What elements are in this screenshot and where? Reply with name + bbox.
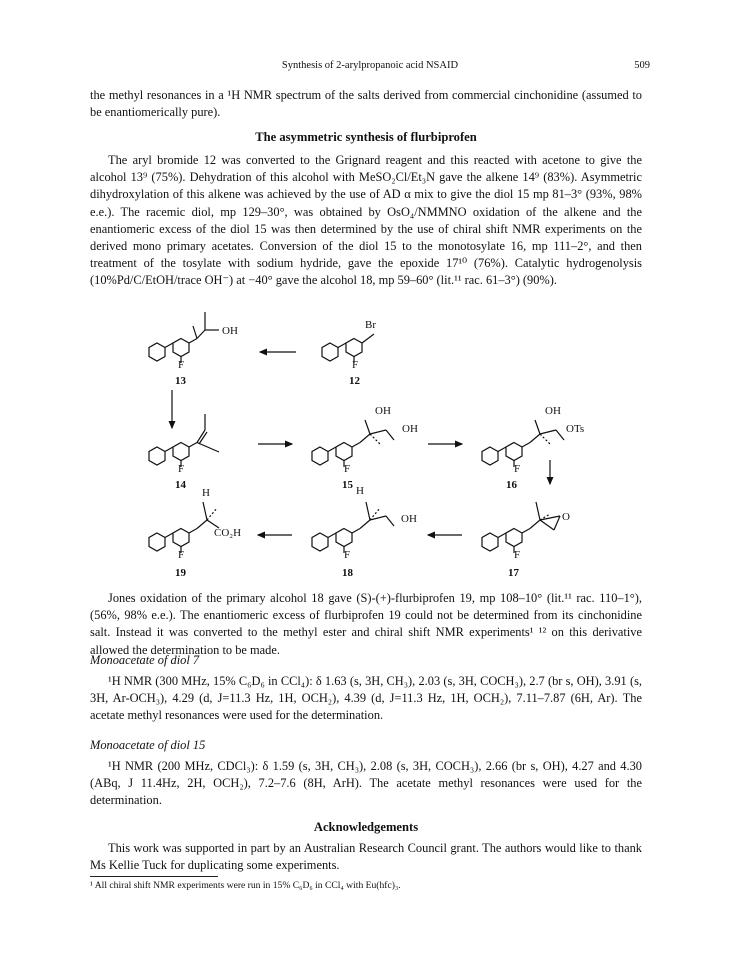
compound-15-number: 15	[342, 479, 353, 491]
footnote-rule	[90, 876, 218, 877]
f-label-17: F	[514, 549, 521, 561]
compound-18-number: 18	[342, 567, 353, 579]
f-label-19: F	[178, 549, 185, 561]
nmr-diol-15: ¹H NMR (200 MHz, CDCl₃): δ 1.59 (s, 3H, CH₃), 2.08 (s, 3H, COCH₃), 2.66 (br s, OH), 4.27 and 4.30 (ABq, J 11.4Hz, 2H, OCH₂), 7.2–7.6 (8H, ArH). The acetate methyl resonances were used for the determination.	[90, 759, 642, 808]
compound-18-structure	[312, 502, 394, 553]
compound-14-structure	[149, 414, 219, 467]
compound-16-structure	[482, 420, 564, 467]
jones-paragraph: Jones oxidation of the primary alcohol 18 gave (S)-(+)-flurbiprofen 19, mp 108–10° (lit.¹¹ rac. 110–1°), (56%, 98% e.e.). The enantiomeric excess of flurbiprofen 19 could not be determined from its cinchonidine salt. Instead it was converted to the methyl ester and chiral shift NMR experiments¹ ¹² on this derivative allowed the determination to be made.	[90, 591, 642, 657]
oh-label-13: OH	[222, 325, 238, 337]
oh-label-15b: OH	[402, 423, 418, 435]
footnote: ¹ All chiral shift NMR experiments were run in 15% C₆D₆ in CCl₄ with Eu(hfc)₃.	[90, 880, 401, 891]
oh-label-18: OH	[401, 513, 417, 525]
compound-17-structure	[482, 502, 560, 553]
f-label-12: F	[352, 359, 359, 371]
ots-label-16: OTs	[566, 423, 585, 435]
subhead-diol-7: Monoacetate of diol 7	[90, 653, 200, 667]
br-label-12: Br	[365, 319, 376, 331]
acknowledgements-text: This work was supported in part by an Australian Research Council grant. The authors would like to thank Ms Kellie Tuck for duplicating some experiments.	[90, 841, 642, 873]
synthesis-paragraph: The aryl bromide 12 was converted to the Grignard reagent and this reacted with acetone to give the alcohol 13⁹ (75%). Dehydration of this alcohol with MeSO₂Cl/Et₃N gave the alkene 14⁹ (83%). Asymmetric dihydroxylation of this alkene was achieved by the use of AD α mix to give the diol 15 mp 81–3° (93%, 98% e.e.). The racemic diol, mp 129–30°, was obtained by OsO₄/NMMNO oxidation of the alkene and the enantiomeric excess of the diol 15 was then determined by the use of chiral shift NMR experiments on the derived mono primary acetates. Conversion of the diol 15 to the monotosylate 16, mp 111–2°, and then treatment of the tosylate with sodium hydride, gave the epoxide 17¹⁰ (76%). Catalytic hydrogenolysis (10%Pd/C/EtOH/trace OH⁻) at −40° gave the alcohol 18, mp 59–60° (lit.¹¹ rac. 61–3°) (90%).	[90, 153, 642, 288]
compound-15-structure	[312, 420, 394, 467]
compound-16-number: 16	[506, 479, 517, 491]
nmr-diol-7: ¹H NMR (300 MHz, 15% C₆D₆ in CCl₄): δ 1.63 (s, 3H, CH₃), 2.03 (s, 3H, COCH₃), 2.7 (br s, OH), 3.91 (s, 3H, Ar-OCH₃), 4.29 (d, J=11.3 Hz, 1H, OCH₂), 4.39 (d, J=11.3 Hz, 1H, OCH₂), 7.11–7.87 (6H, Ar). The acetate methyl resonances were used for the determination.	[90, 674, 642, 723]
subhead-diol-15: Monoacetate of diol 15	[90, 738, 206, 752]
co2h-label-19: CO₂H	[214, 527, 242, 539]
h-label-18: H	[356, 485, 364, 497]
f-label-13: F	[178, 359, 185, 371]
compound-19-structure	[149, 502, 219, 553]
f-label-18: F	[344, 549, 351, 561]
intro-paragraph: the methyl resonances in a ¹H NMR spectrum of the salts derived from commercial cinchonidine (assumed to be enantiomerically pure).	[90, 88, 642, 120]
oh-label-16: OH	[545, 405, 561, 417]
o-label-17: O	[562, 511, 570, 523]
oh-label-15a: OH	[375, 405, 391, 417]
compound-12-structure	[322, 334, 374, 363]
acknowledgements-heading: Acknowledgements	[313, 820, 419, 834]
compound-12-number: 12	[349, 375, 360, 387]
page-number: 509	[634, 60, 650, 71]
compound-13-number: 13	[175, 375, 186, 387]
compound-19-number: 19	[175, 567, 186, 579]
f-label-16: F	[514, 463, 521, 475]
compound-17-number: 17	[508, 567, 519, 579]
section-heading: The asymmetric synthesis of flurbiprofen	[255, 130, 477, 144]
f-label-14: F	[178, 463, 185, 475]
compound-14-number: 14	[175, 479, 186, 491]
running-title: Synthesis of 2-arylpropanoic acid NSAID	[281, 60, 459, 71]
f-label-15: F	[344, 463, 351, 475]
h-label-19: H	[202, 487, 210, 499]
compound-13-structure	[149, 312, 219, 363]
